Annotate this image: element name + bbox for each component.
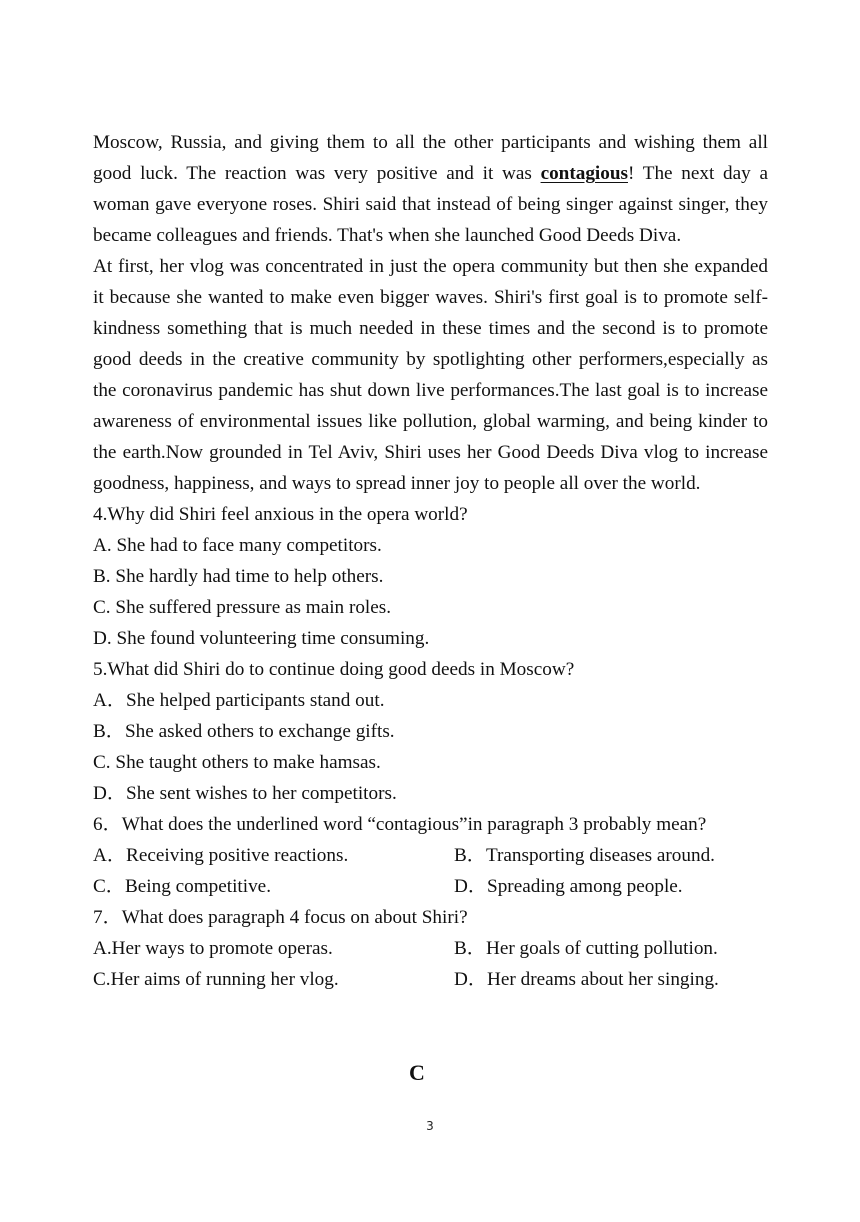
paragraph-4: At first, her vlog was concentrated in just the opera community but then she expanded it because she wanted to make even bigger waves. Shiri's first goal is to promote self- kindness something that is much needed in these times and the second is to promote good deeds in the creative community by spotlighting other performers,especially as the coronavirus pandemic has shut down live performances.The last goal is to increase awareness of environmental issues like pollution, global warming, and being kinder to the earth.Now grounded in Tel Aviv, Shiri uses her Good Deeds Diva vlog to increase goodness, happiness, and ways to spread inner joy to people all over the world. [93, 256, 768, 494]
question-4-option-d: D. She found volunteering time consuming. [93, 628, 430, 649]
paragraph-3-continuation [93, 127, 768, 251]
question-6 [93, 809, 768, 902]
question-7-options-row-2 [93, 964, 768, 995]
question-6-option-b: B．Transporting diseases around. [454, 845, 715, 866]
question-7-option-c: C.Her aims of running her vlog. [93, 969, 339, 990]
question-5-option-c: C. She taught others to make hamsas. [93, 752, 381, 773]
question-5-option-d: D．She sent wishes to her competitors. [93, 783, 397, 804]
question-7-options-row-1 [93, 933, 768, 964]
underlined-word-contagious: contagious [540, 163, 628, 184]
question-6-option-d: D．Spreading among people. [454, 876, 683, 897]
question-4-option-b: B. She hardly had time to help others. [93, 566, 384, 587]
question-4-option-c: C. She suffered pressure as main roles. [93, 597, 392, 618]
question-4 [93, 499, 768, 654]
question-7-stem: 7．What does paragraph 4 focus on about Shiri? [93, 907, 468, 928]
question-5-option-b: B．She asked others to exchange gifts. [93, 721, 395, 742]
question-6-option-a: A．Receiving positive reactions. [93, 845, 349, 866]
question-7-option-d: D．Her dreams about her singing. [454, 969, 719, 990]
section-heading-c: C [409, 1060, 425, 1085]
question-7 [93, 902, 768, 995]
page-content [93, 127, 768, 995]
question-5-option-a: A．She helped participants stand out. [93, 690, 385, 711]
question-4-option-a: A. She had to face many competitors. [93, 535, 382, 556]
question-6-options-row-2 [93, 871, 768, 902]
question-4-stem: 4.Why did Shiri feel anxious in the opera world? [93, 504, 468, 525]
question-5 [93, 654, 768, 809]
question-7-option-a: A.Her ways to promote operas. [93, 938, 333, 959]
paragraph-3-text-before: Moscow, Russia, and giving them to all the other participants and wishing them all good luck. The reaction was very positive and it was [93, 132, 768, 184]
question-6-stem: 6．What does the underlined word “contagious”in paragraph 3 probably mean? [93, 814, 707, 835]
paragraph-3-text-after: ! The next day a woman gave everyone roses. Shiri said that instead of being singer against singer, they became colleagues and friends. That's when she launched Good Deeds Diva. [93, 163, 768, 246]
question-7-option-b: B．Her goals of cutting pollution. [454, 938, 718, 959]
page-number: 3 [426, 1119, 434, 1133]
question-6-option-c: C．Being competitive. [93, 876, 271, 897]
question-6-options-row-1 [93, 840, 768, 871]
question-5-stem: 5.What did Shiri do to continue doing good deeds in Moscow? [93, 659, 575, 680]
